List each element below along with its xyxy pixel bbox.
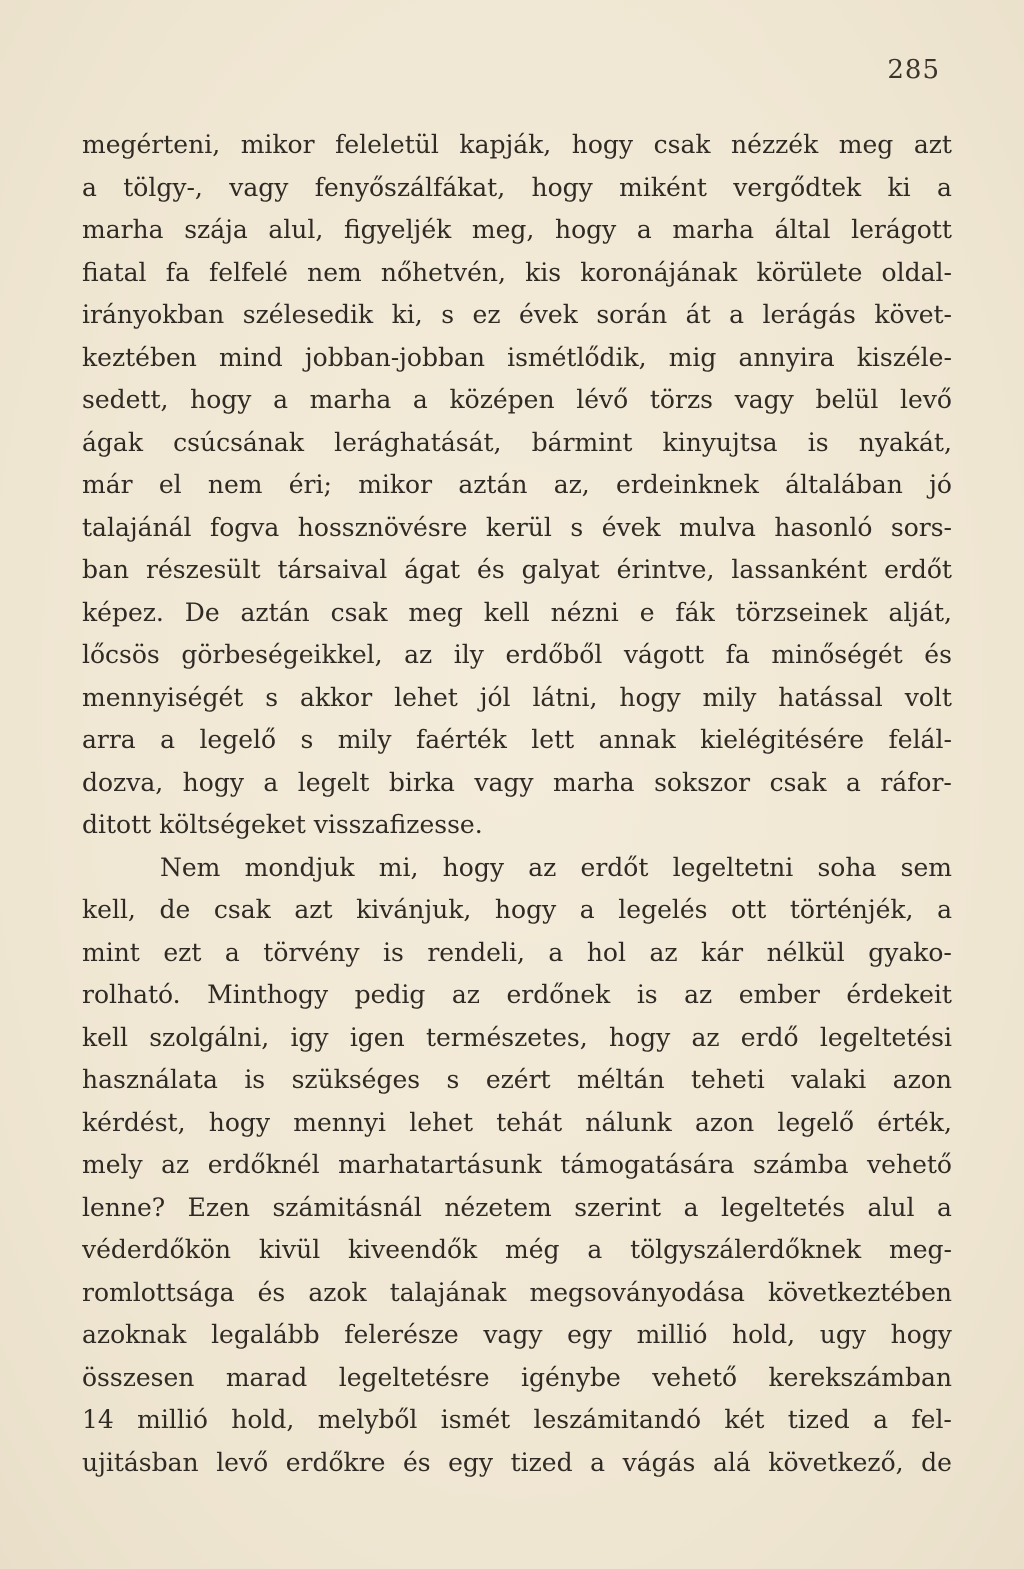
body-text xyxy=(82,124,952,1484)
text-line: Nem mondjuk mi, hogy az erdőt legeltetni soha sem xyxy=(160,852,952,882)
text-line: képez. De aztán csak meg kell nézni e fák törzseinek alját, xyxy=(82,597,952,627)
text-line: használata is szükséges s ezért méltán teheti valaki azon xyxy=(82,1065,952,1094)
page-number: 285 xyxy=(887,55,940,85)
text-line: dozva, hogy a legelt birka vagy marha sokszor csak a ráfor- xyxy=(82,767,952,797)
text-line: rolható. Minthogy pedig az erdőnek is az ember érdekeit xyxy=(82,980,952,1009)
text-line: mely az erdőknél marhatartásunk támogatására számba vehető xyxy=(82,1150,952,1179)
text-line: a tölgy-, vagy fenyőszálfákat, hogy miként vergődtek ki a xyxy=(82,172,952,202)
text-line: véderdőkön kivül kiveendők még a tölgyszálerdőknek meg- xyxy=(82,1235,952,1264)
text-line: arra a legelő s mily faérték lett annak kielégitésére felál- xyxy=(82,725,952,754)
text-line: ban részesült társaival ágat és galyat érintve, lassanként erdőt xyxy=(82,555,952,584)
text-line: ditott költségeket visszafizesse. xyxy=(82,810,483,839)
text-line: kell, de csak azt kivánjuk, hogy a legelés ott történjék, a xyxy=(82,895,952,924)
text-line: mennyiségét s akkor lehet jól látni, hogy mily hatással volt xyxy=(82,682,952,712)
text-line: megérteni, mikor feleletül kapják, hogy csak nézzék meg azt xyxy=(82,130,952,159)
text-line: ágak csúcsának lerághatását, bármint kinyujtsa is nyakát, xyxy=(82,427,952,457)
text-line: már el nem éri; mikor aztán az, erdeinknek általában jó xyxy=(82,470,952,499)
text-line: lenne? Ezen számitásnál nézetem szerint a legeltetés alul a xyxy=(82,1192,952,1222)
text-line: romlottsága és azok talajának megsoványodása következtében xyxy=(82,1277,952,1307)
text-line: kérdést, hogy mennyi lehet tehát nálunk azon legelő érték, xyxy=(82,1107,952,1137)
text-line: irányokban szélesedik ki, s ez évek során át a lerágás követ- xyxy=(82,300,952,329)
text-line: sedett, hogy a marha a középen lévő törzs vagy belül levő xyxy=(82,385,952,414)
text-line: lőcsös görbeségeikkel, az ily erdőből vágott fa minőségét és xyxy=(82,640,952,669)
text-line: fiatal fa felfelé nem nőhetvén, kis koronájának körülete oldal- xyxy=(82,257,952,287)
text-line: marha szája alul, figyeljék meg, hogy a marha által lerágott xyxy=(82,215,952,244)
text-line: ujitásban levő erdőkre és egy tized a vágás alá következő, de xyxy=(82,1447,952,1477)
text-line: összesen marad legeltetésre igénybe vehető kerekszámban xyxy=(82,1362,952,1392)
text-line: kell szolgálni, igy igen természetes, hogy az erdő legeltetési xyxy=(82,1022,952,1052)
text-line: azoknak legalább felerésze vagy egy millió hold, ugy hogy xyxy=(82,1320,952,1349)
text-line: keztében mind jobban-jobban ismétlődik, mig annyira kiszéle- xyxy=(82,342,952,372)
text-line: talajánál fogva hossznövésre kerül s évek mulva hasonló sors- xyxy=(82,512,952,542)
text-line: 14 millió hold, melyből ismét leszámitandó két tized a fel- xyxy=(82,1405,952,1434)
text-line: mint ezt a törvény is rendeli, a hol az kár nélkül gyako- xyxy=(82,937,952,967)
